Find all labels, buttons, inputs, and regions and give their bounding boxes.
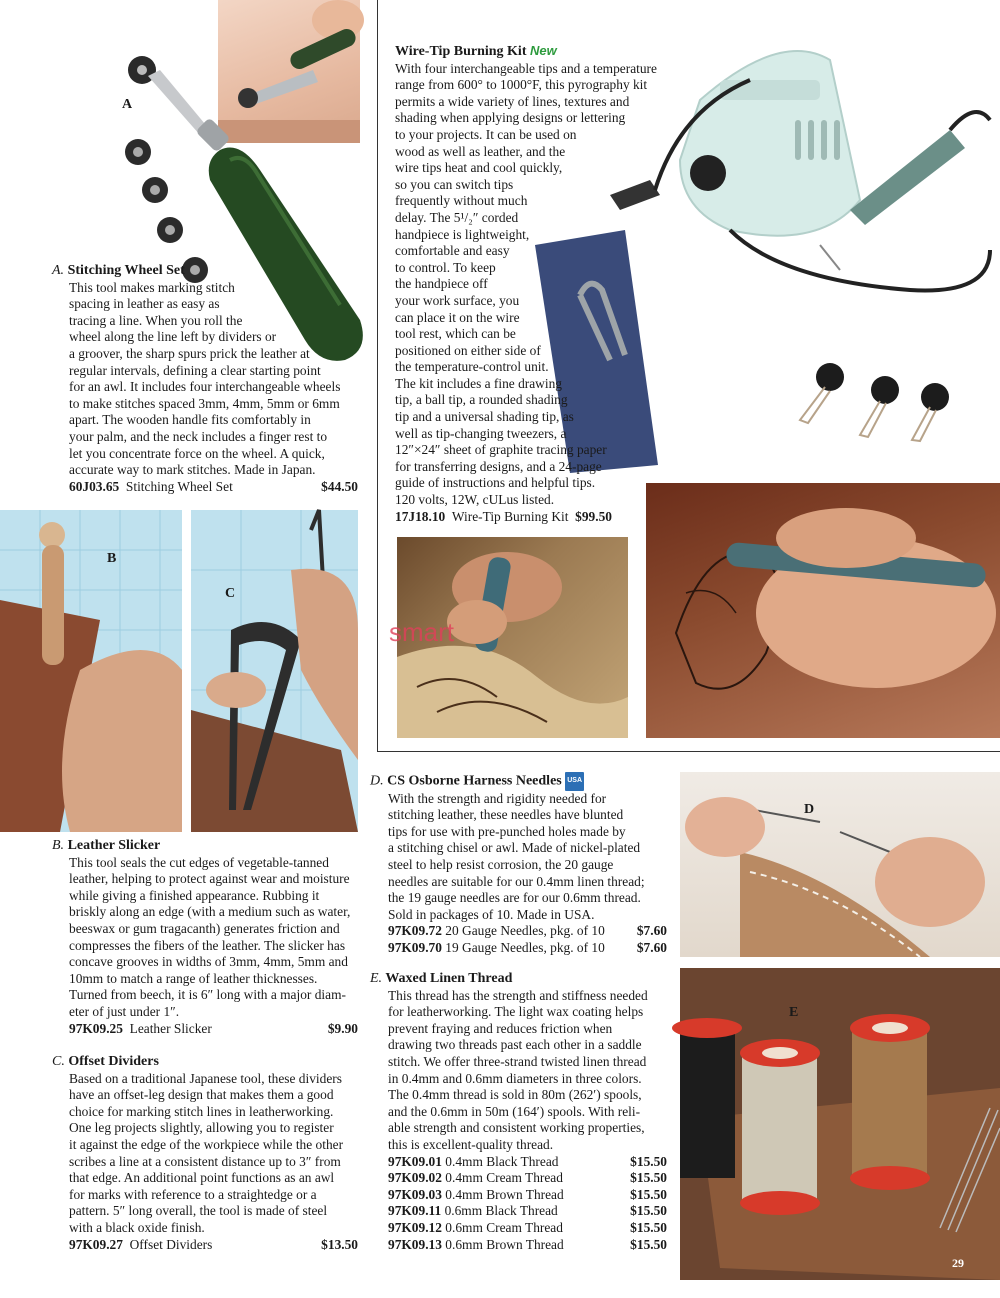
body-line: it against the edge of the workpiece while the other [69, 1136, 344, 1152]
stitching-wheel-letter: A. [52, 263, 65, 278]
price: $13.50 [321, 1236, 358, 1252]
waxed-thread-photo [680, 968, 1000, 1280]
price-row [388, 1220, 667, 1237]
price: $15.50 [630, 1186, 667, 1202]
body-line: let you concentrate force on the wheel. A quick, [69, 445, 325, 461]
body-line: apart. The wooden handle fits comfortably in [69, 412, 311, 428]
body-line: regular intervals, defining a clear starting point [69, 362, 321, 378]
body-line: comfortable and easy [395, 243, 510, 259]
sku: 97K09.01 [388, 1153, 442, 1169]
waxed-thread-title [370, 971, 667, 988]
body-line: spacing in leather as easy as [69, 296, 220, 312]
leather-slicker-photo [0, 510, 182, 832]
product-name: Offset Dividers [129, 1236, 213, 1252]
harness-needles-letter: D. [370, 773, 384, 789]
body-line: tool rest, which can be [395, 326, 516, 342]
product-name: 0.4mm Brown Thread [445, 1186, 564, 1202]
sku: 97K09.03 [388, 1186, 442, 1202]
product-name: 0.6mm Cream Thread [445, 1219, 563, 1235]
sku: 97K09.12 [388, 1219, 442, 1235]
body-line: so you can switch tips [395, 176, 514, 192]
photo-label-e: E [789, 1005, 799, 1020]
harness-needles-title [370, 772, 667, 791]
body-line: 12″×24″ sheet of graphite tracing paper [395, 442, 607, 458]
body-line: the handpiece off [395, 276, 488, 292]
burning-kit-body [395, 61, 675, 526]
body-line: permits a wide variety of lines, textures and [395, 93, 630, 109]
price: $15.50 [630, 1170, 667, 1186]
harness-needles-section [370, 772, 667, 957]
body-line: This tool seals the cut edges of vegetable-tanned [69, 854, 329, 870]
body-line: With four interchangeable tips and a temperature [395, 60, 657, 76]
body-line: wood as well as leather, and the [395, 143, 566, 159]
body-line: can place it on the wire [395, 309, 520, 325]
body-line: range from 600° to 1000°F, this pyrography kit [395, 77, 648, 93]
body-line: able strength and consistent working properties, [388, 1120, 645, 1136]
pyrography-wood-photo [389, 537, 628, 738]
body-line: With the strength and rigidity needed for [388, 790, 607, 806]
body-line: shading when applying designs or lettering [395, 110, 626, 126]
price: $9.90 [327, 1020, 358, 1036]
body-line: this is excellent-quality thread. [388, 1136, 554, 1152]
price: $15.50 [630, 1219, 667, 1235]
new-badge: New [529, 43, 557, 58]
body-line: Based on a traditional Japanese tool, these dividers [69, 1070, 342, 1086]
body-line: stitching leather, these needles have blunted [388, 807, 624, 823]
stitching-wheel-body [52, 280, 358, 496]
body-line: and the 0.6mm in 50m (164′) spools. With reli- [388, 1103, 641, 1119]
body-line: The kit includes a fine drawing [395, 375, 562, 391]
body-line: pattern. 5″ long overall, the tool is made of steel [69, 1203, 328, 1219]
body-line: tip, a ball tip, a rounded shading [395, 392, 568, 408]
product-name: 0.6mm Black Thread [444, 1203, 558, 1219]
body-line: accurate way to mark stitches. Made in Japan. [69, 462, 316, 478]
sku: 97K09.70 [388, 939, 442, 955]
leather-slicker-title [52, 838, 358, 855]
body-line: 10mm to match a range of leather thicknesses. [69, 970, 318, 986]
leather-slicker-price-row [69, 1021, 358, 1038]
offset-dividers-body [52, 1071, 358, 1254]
body-line: concave grooves in widths of 3mm, 4mm, 5mm and [69, 954, 348, 970]
body-line: the 19 gauge needles are for our 0.6mm thread. [388, 890, 641, 906]
made-in-usa-badge: USA [565, 772, 584, 791]
sku: 97K09.72 [388, 923, 442, 939]
harness-needles-photo [680, 772, 1000, 957]
product-name: Stitching Wheel Set [125, 478, 233, 494]
product-name: 0.4mm Black Thread [445, 1153, 559, 1169]
waxed-thread-title-text: Waxed Linen Thread [385, 971, 513, 986]
body-line: to make stitches spaced 3mm, 4mm, 5mm or 6mm [69, 395, 340, 411]
body-line: stitch. We offer three-strand twisted linen thread [388, 1053, 647, 1069]
body-line: guide of instructions and helpful tips. [395, 475, 596, 491]
burning-kit-frame-left [377, 0, 378, 752]
body-line: beeswax or gum tragacanth) generates friction and [69, 920, 340, 936]
price: $15.50 [630, 1203, 667, 1219]
offset-dividers-photo [191, 510, 358, 832]
waxed-thread-body [370, 988, 667, 1254]
product-name: Wire-Tip Burning Kit [451, 508, 569, 524]
price: $44.50 [321, 478, 358, 494]
body-line: well as tip-changing tweezers, a [395, 425, 567, 441]
body-line: to control. To keep [395, 259, 496, 275]
body-line: for an awl. It includes four interchangeable wheels [69, 379, 341, 395]
product-name: Leather Slicker [129, 1020, 212, 1036]
body-line: prevent fraying and reduces friction when [388, 1020, 613, 1036]
stitching-wheel-price-row [69, 479, 358, 496]
price: $99.50 [575, 508, 612, 524]
sku: 97K09.02 [388, 1170, 442, 1186]
burning-kit-frame-bottom [377, 751, 1000, 752]
body-line: Turned from beech, it is 6″ long with a major diam- [69, 987, 346, 1003]
burning-kit-title-text: Wire-Tip Burning Kit [395, 44, 527, 59]
body-line: scribes a line at a consistent distance up to 3″ from [69, 1153, 341, 1169]
price: $15.50 [630, 1153, 667, 1169]
sku: 97K09.27 [69, 1236, 123, 1252]
body-line: frequently without much [395, 193, 528, 209]
offset-dividers-price-row [69, 1237, 358, 1254]
leather-slicker-title-text: Leather Slicker [67, 838, 161, 853]
harness-needles-title-text: CS Osborne Harness Needles [387, 773, 562, 789]
stitching-wheel-title-text: Stitching Wheel Set [67, 263, 185, 278]
waxed-thread-letter: E. [370, 971, 383, 986]
photo-label-d: D [804, 802, 815, 817]
body-line: that edge. An additional point functions as an awl [69, 1170, 335, 1186]
body-line: in 0.4mm and 0.6mm diameters in three colors. [388, 1070, 642, 1086]
pyrography-leather-photo [646, 483, 1000, 738]
interchangeable-tips-photo [790, 355, 965, 445]
body-line: tips for use with pre-punched holes made by [388, 823, 626, 839]
body-line: for marks with reference to a straightedge or a [69, 1186, 317, 1202]
sku: 97K09.25 [69, 1020, 123, 1036]
body-line: delay. The 5¹/₂″ corded [395, 209, 519, 225]
price-row [388, 1154, 667, 1171]
body-line: the temperature-control unit. [395, 359, 549, 375]
page-number: 29 [952, 1256, 964, 1270]
harness-needles-body [370, 791, 667, 957]
leather-slicker-section [52, 838, 358, 1037]
body-line: Sold in packages of 10. Made in USA. [388, 906, 595, 922]
body-line: handpiece is lightweight, [395, 226, 530, 242]
body-line: This tool makes marking stitch [69, 279, 235, 295]
product-name: 19 Gauge Needles, pkg. of 10 [445, 939, 605, 955]
body-line: eter of just under 1″. [69, 1003, 180, 1019]
sku: 97K09.11 [388, 1203, 442, 1219]
stitching-wheel-section [52, 263, 358, 495]
burning-kit-price-row [395, 509, 675, 526]
leather-slicker-body [52, 855, 358, 1038]
body-line: tip and a universal shading tip, as [395, 409, 574, 425]
body-line: drawing two threads past each other in a saddle [388, 1037, 642, 1053]
waxed-thread-section [370, 971, 667, 1253]
body-line: wire tips heat and cool quickly, [395, 160, 563, 176]
body-line: for leatherworking. The light wax coating helps [388, 1004, 644, 1020]
body-line: your palm, and the neck includes a finger rest to [69, 428, 328, 444]
offset-dividers-section [52, 1054, 358, 1253]
sku: 97K09.13 [388, 1236, 442, 1252]
price-row [388, 1237, 667, 1254]
offset-dividers-title [52, 1054, 358, 1071]
body-line: This thread has the strength and stiffness needed [388, 987, 648, 1003]
body-line: briskly along an edge (with a medium such as water, [69, 904, 351, 920]
body-line: needles are suitable for our 0.4mm linen thread; [388, 873, 645, 889]
price: $7.60 [636, 923, 667, 939]
photo-label-a: A [122, 97, 133, 112]
body-line: to your projects. It can be used on [395, 126, 577, 142]
body-line: while giving a finished appearance. Rubbing it [69, 887, 320, 903]
product-name: 0.4mm Cream Thread [445, 1170, 563, 1186]
body-line: have an offset-leg design that makes them a good [69, 1087, 334, 1103]
watermark-text: smart [389, 617, 454, 647]
price-row [388, 923, 667, 940]
body-line: a stitching chisel or awl. Made of nickel-plated [388, 840, 641, 856]
sku: 60J03.65 [69, 478, 120, 494]
body-line: One leg projects slightly, allowing you to register [69, 1120, 334, 1136]
body-line: steel to help resist corrosion, the 20 gauge [388, 856, 614, 872]
offset-dividers-title-text: Offset Dividers [68, 1054, 159, 1069]
body-line: with a black oxide finish. [69, 1219, 205, 1235]
photo-label-c: C [225, 586, 236, 601]
sku: 17J18.10 [395, 508, 446, 524]
product-name: 0.6mm Brown Thread [445, 1236, 564, 1252]
stitching-wheel-title [52, 263, 358, 280]
body-line: The 0.4mm thread is sold in 80m (262′) spools, [388, 1087, 642, 1103]
price-row [388, 1187, 667, 1204]
price-row [388, 1170, 667, 1187]
body-line: choice for marking stitch lines in leatherworking. [69, 1103, 334, 1119]
body-line: 120 volts, 12W, cULus listed. [395, 492, 555, 508]
photo-label-b: B [107, 551, 117, 566]
price-row [388, 940, 667, 957]
body-line: positioned on either side of [395, 342, 541, 358]
burning-kit-title [395, 43, 675, 61]
body-line: a groover, the sharp spurs prick the leather at [69, 345, 310, 361]
body-line: for transferring designs, and a 24-page [395, 458, 602, 474]
price: $7.60 [636, 939, 667, 955]
body-line: your work surface, you [395, 292, 520, 308]
burning-kit-section [395, 43, 675, 525]
price-row [388, 1203, 667, 1220]
product-name: 20 Gauge Needles, pkg. of 10 [445, 923, 605, 939]
body-line: compresses the fibers of the leather. The slicker has [69, 937, 346, 953]
price: $15.50 [630, 1236, 667, 1252]
body-line: wheel along the line left by dividers or [69, 329, 277, 345]
body-line: tracing a line. When you roll the [69, 312, 243, 328]
leather-slicker-letter: B. [52, 838, 65, 853]
body-line: leather, helping to protect against wear and moisture [69, 871, 350, 887]
offset-dividers-letter: C. [52, 1054, 65, 1069]
